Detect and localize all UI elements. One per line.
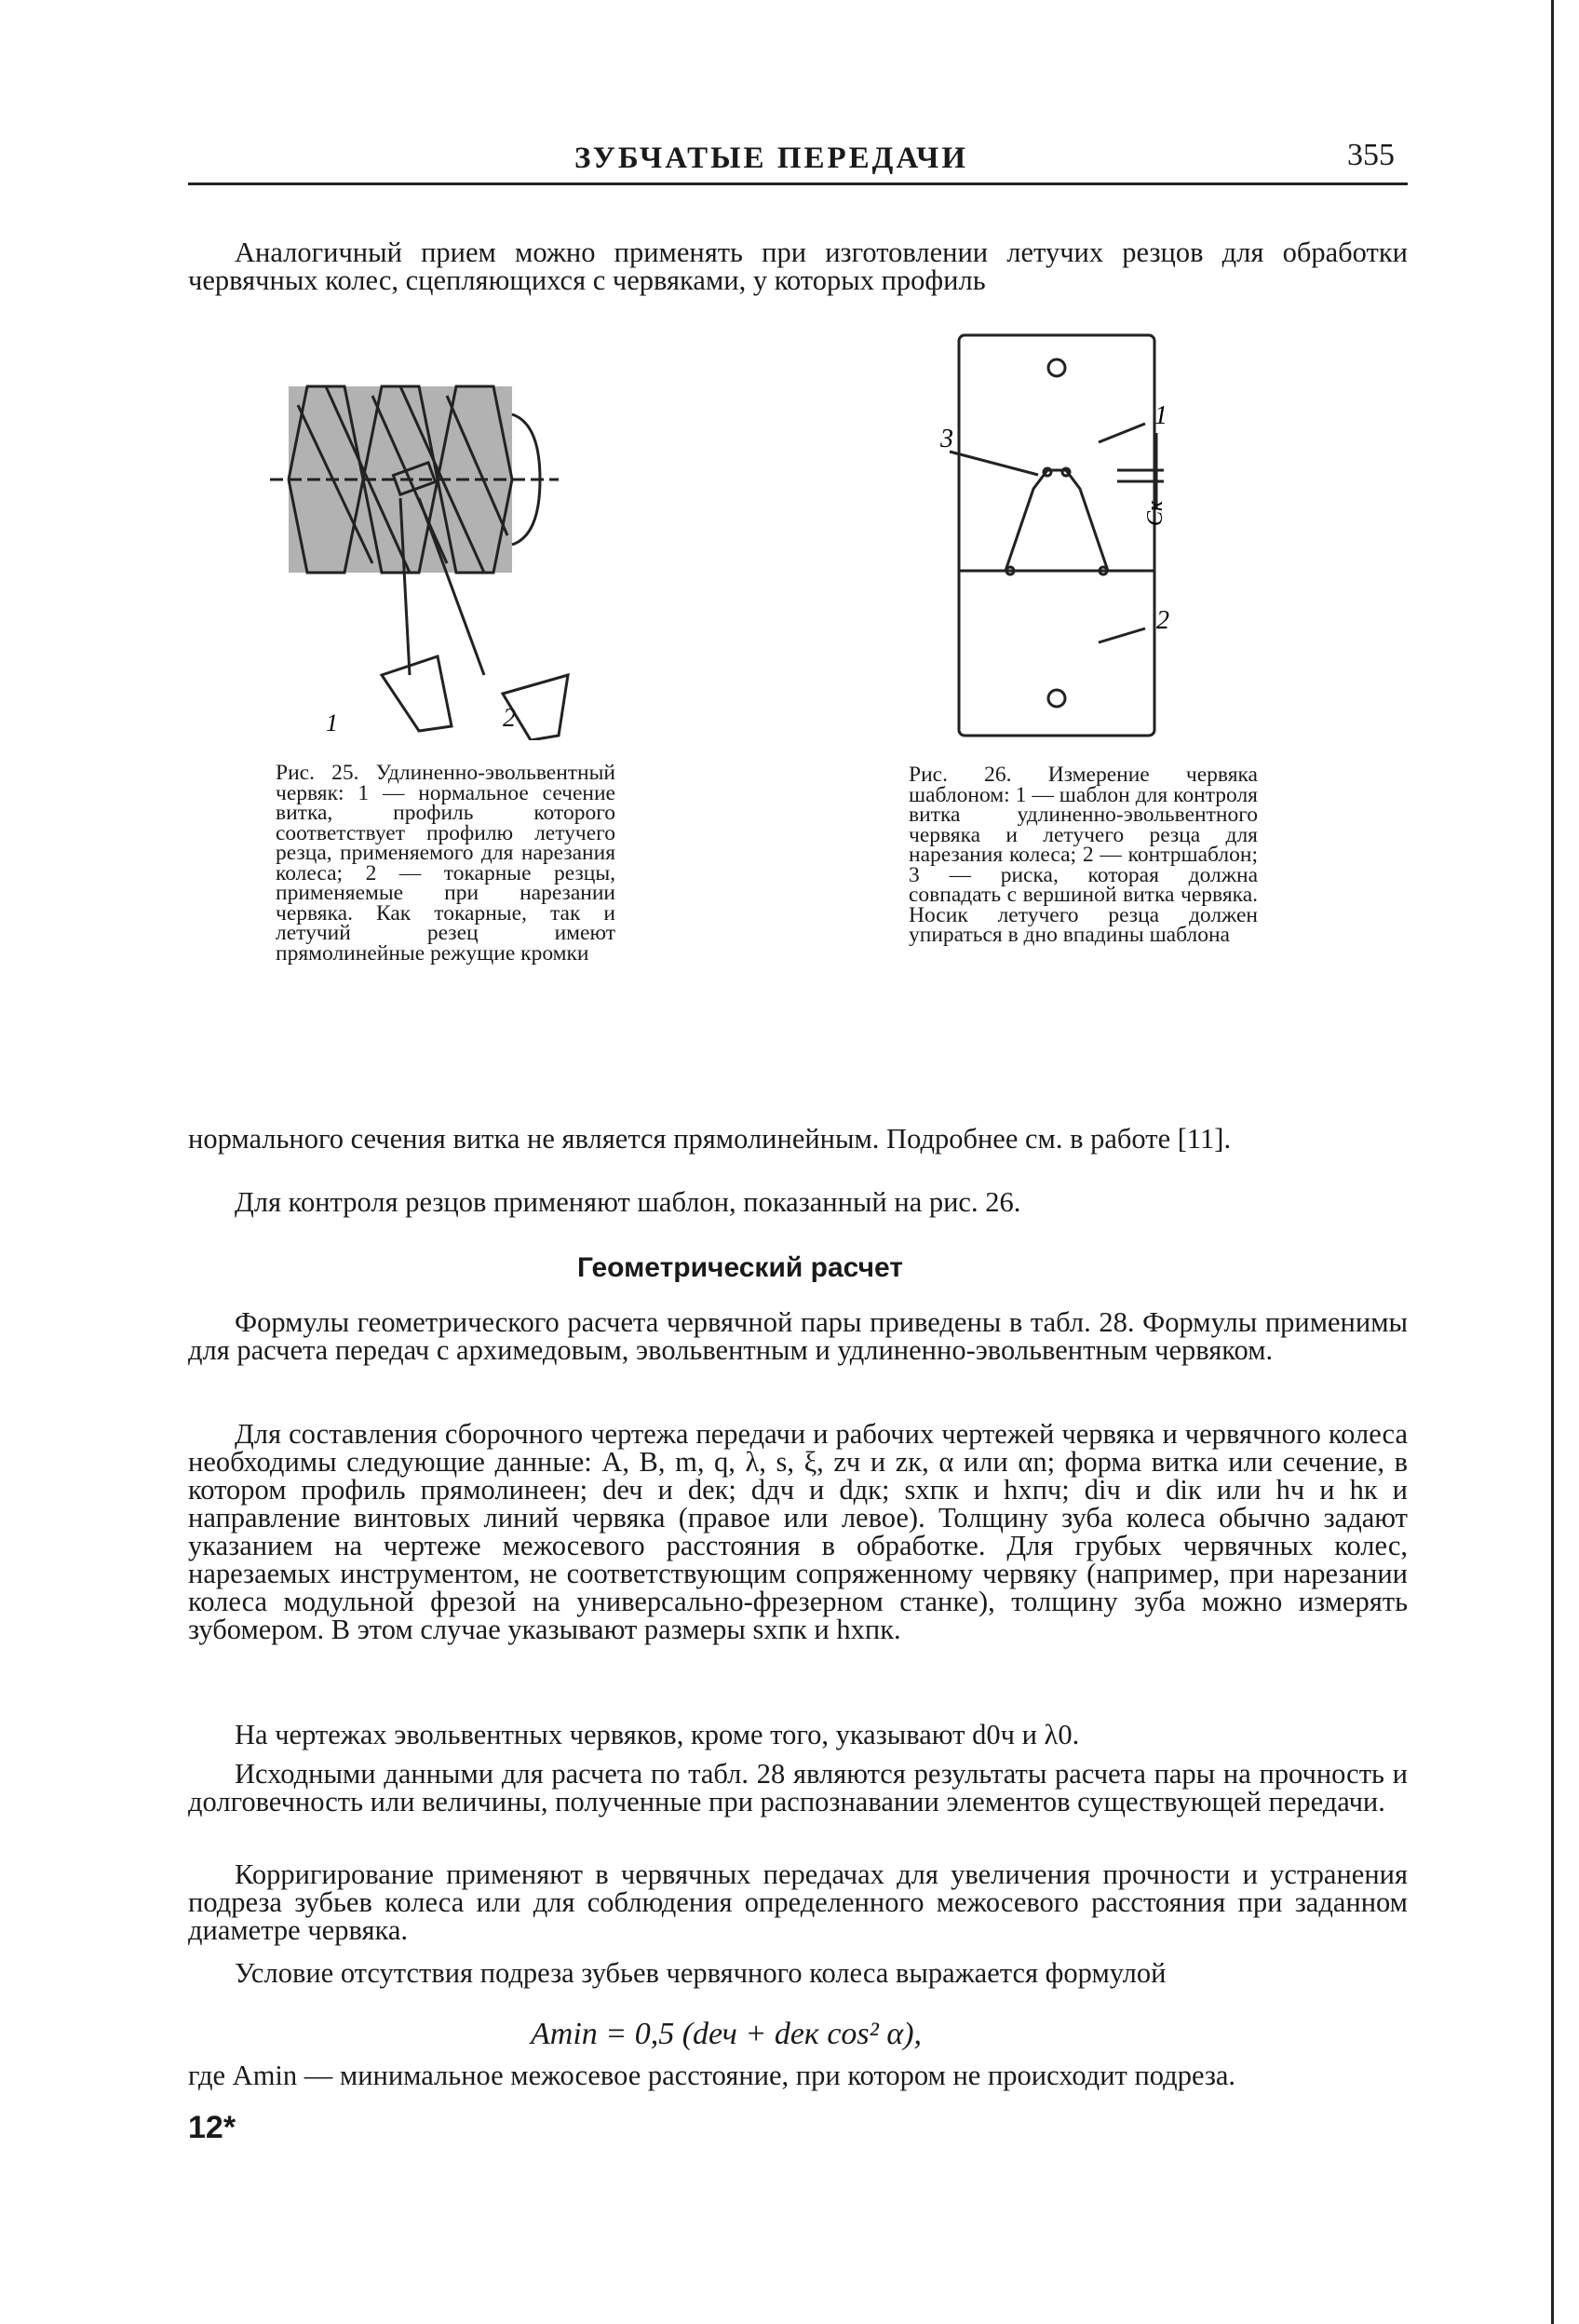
figure-25-caption: Рис. 25. Удлиненно-эвольвентный червяк: 1 — нормальное сечение витка, профиль которого соответствует профилю летучего резца, применяемого для нарезания колеса; 2 — токарные резцы, применяемые при нарезании червяка. Как токарные, так и летучий резец имеют прямолинейные режущие кромки [276, 761, 615, 966]
paragraph-2: Для составления сборочного чертежа передачи и рабочих чертежей червяка и червячного колеса необходимы следующие данные: A, B, m, q, λ, s, ξ, zч и zк, α или αn; форма витка или сечение, в котором профиль прямолинеен; dеч и dек; dдч и dдк; sxпк и hxпч; diч и diк или hч и hк и направление винтовых линий червяка (правое или левое). Толщину зуба колеса обычно задают указанием на чертеже межосевого расстояния в обработке. Для грубых червячных колес, нарезаемых инструментом, не соответствующим сопряженному червяку (например, при нарезании колеса модульной фрезой на универсально-фрезерном станке), толщину зуба можно измерять зубомером. В этом случае указывают размеры sxпк и hxпк. [188, 1418, 1408, 1645]
fig26-label-2: 2 [1156, 606, 1169, 635]
fig25-label-1: 1 [326, 709, 338, 736]
paragraph-template: Для контроля резцов применяют шаблон, показанный на рис. 26. [235, 1186, 1021, 1218]
formula-amin: Amin = 0,5 (dеч + dек cos² α), [531, 2017, 923, 2051]
figure-26-template-drawing [912, 321, 1248, 750]
signature-mark: 12* [188, 2110, 236, 2145]
section-heading: Геометрический расчет [577, 1252, 903, 1283]
fig26-label-3: 3 [940, 425, 953, 453]
figure-26-caption: Рис. 26. Измерение червяка шаблоном: 1 — шаблон для контроля витка удлиненно-эвольвентного червяка и летучего резца для нарезания колеса; 2 — контршаблон; 3 — риска, которая должна совпадать с вершиной витка червяка. Носик летучего резца должен упираться в дно впадины шаблона [909, 763, 1258, 947]
paragraph-continuation: нормального сечения витка не является прямолинейным. Подробнее см. в работе [11]. [188, 1123, 1232, 1155]
page-number: 355 [1347, 138, 1395, 172]
intro-paragraph: Аналогичный прием можно применять при изготовлении летучих резцов для обработки червячных колес, сцепляющихся с червяками, у которых профиль [188, 236, 1408, 296]
running-title: ЗУБЧАТЫЕ ПЕРЕДАЧИ [574, 142, 969, 175]
fig25-label-2: 2 [503, 704, 516, 733]
fig26-label-ck: Cк [1143, 500, 1167, 526]
running-header [188, 138, 1408, 185]
scan-edge-line [1551, 0, 1554, 2324]
paragraph-5: Корригирование применяют в червячных передачах для увеличения прочности и устранения подреза зубьев колеса или для соблюдения определенного межосевого расстояния при заданном диаметре червяка. [188, 1858, 1408, 1946]
paragraph-1: Формулы геометрического расчета червячной пары приведены в табл. 28. Формулы применимы для расчета передач с архимедовым, эвольвентным и удлиненно-эвольвентным червяком. [188, 1306, 1408, 1366]
paragraph-3: На чертежах эвольвентных червяков, кроме того, указывают d0ч и λ0. [235, 1719, 1080, 1750]
paragraph-6: Условие отсутствия подреза зубьев червячного колеса выражается формулой [235, 1957, 1167, 1989]
fig26-label-1: 1 [1154, 401, 1167, 430]
figure-25-worm-drawing [270, 368, 614, 740]
paragraph-7: где Amin — минимальное межосевое расстояние, при котором не происходит подреза. [188, 2060, 1236, 2091]
paragraph-4: Исходными данными для расчета по табл. 28 являются результаты расчета пары на прочность и долговечность или величины, полученные при распознавании элементов существующей передачи. [188, 1758, 1408, 1817]
